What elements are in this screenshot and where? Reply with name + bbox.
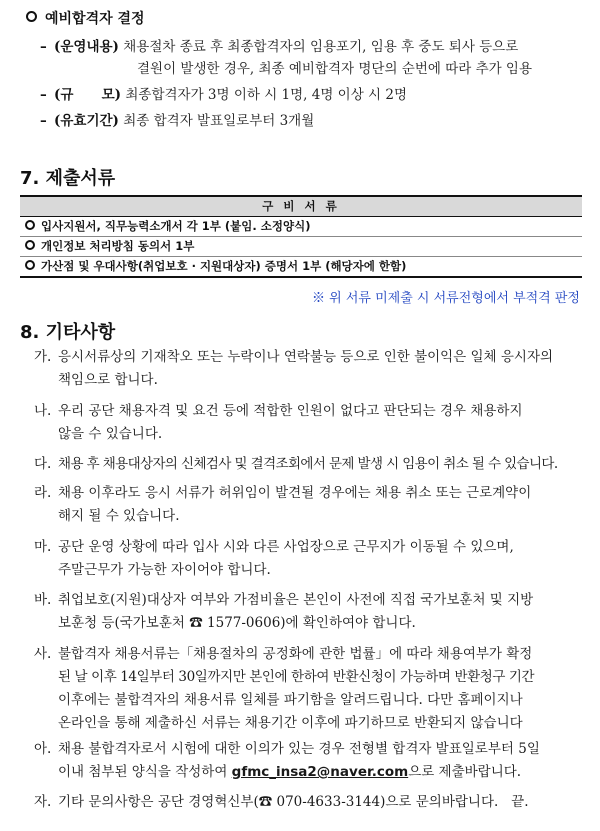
- item-marker: 사.: [34, 646, 52, 662]
- item-line: 취업보호(지원)대상자 여부와 가점비율은 본인이 사전에 직접 국가보훈처 및 지방: [58, 592, 534, 608]
- row-label: (규 모): [54, 87, 122, 103]
- item-line: 불합격자 채용서류는「채용절차의 공정화에 관한 법률」에 따라 채용여부가 확정: [58, 646, 533, 662]
- list-item: [34, 536, 574, 582]
- circle-bullet-icon: [25, 260, 35, 270]
- list-item: [34, 643, 574, 735]
- email-link[interactable]: gfmc_insa2@naver.com: [231, 764, 409, 780]
- dash-bullet: –: [40, 39, 47, 55]
- reserve-row-scale: [40, 84, 407, 106]
- table-row: [20, 217, 582, 237]
- list-item: [34, 738, 574, 784]
- item-line: 책임으로 합니다.: [58, 372, 158, 388]
- item-line: 공단 운영 상황에 따라 입사 시와 다른 사업장으로 근무지가 이동될 수 있으며,: [58, 539, 514, 555]
- item-line: 채용 불합격자로서 시험에 대한 이의가 있는 경우 전형별 합격자 발표일로부터 5일: [58, 741, 540, 757]
- reserve-title: [26, 8, 145, 28]
- item-line: 우리 공단 채용자격 및 요건 등에 적합한 인원이 없다고 판단되는 경우 채용하지: [58, 403, 523, 419]
- item-line: 기타 문의사항은 공단 경영혁신부(☎ 070-4633-3144)으로 문의바랍니다. 끝.: [58, 794, 529, 810]
- item-marker: 다.: [34, 456, 52, 472]
- item-line: 이후에는 불합격자의 채용서류 일체를 파기함을 알려드립니다. 다만 홈페이지나: [58, 692, 523, 708]
- list-item: [34, 791, 574, 814]
- list-item: [34, 400, 574, 446]
- item-line: 채용 후 채용대상자의 신체검사 및 결격조회에서 문제 발생 시 임용이 취소 될 수 있습니다.: [58, 456, 558, 472]
- reserve-row-validity: [40, 110, 314, 132]
- item-line: 해지 될 수 있습니다.: [58, 508, 180, 524]
- dash-bullet: –: [40, 87, 47, 103]
- item-line: 않을 수 있습니다.: [58, 426, 163, 442]
- required-docs-table: [20, 195, 582, 278]
- item-marker: 마.: [34, 539, 52, 555]
- item-line: 응시서류상의 기재착오 또는 누락이나 연락불능 등으로 인한 불이익은 일체 응시자의: [58, 349, 554, 365]
- circle-bullet-icon: [25, 240, 35, 250]
- row-text: 입사지원서, 직무능력소개서 각 1부 (붙임. 소정양식): [41, 219, 311, 233]
- dash-bullet: –: [40, 113, 47, 129]
- item-line: [58, 761, 574, 784]
- item-marker: 아.: [34, 741, 52, 757]
- section7-title: 7. 제출서류: [20, 168, 116, 189]
- row-text: 가산점 및 우대사항(취업보호 · 지원대상자) 증명서 1부 (해당자에 한함): [41, 259, 407, 273]
- table-row: [20, 237, 582, 257]
- item-line: 주말근무가 가능한 자이어야 합니다.: [58, 562, 271, 578]
- item-marker: 나.: [34, 403, 52, 419]
- list-item: [34, 453, 574, 476]
- row-text: 최종합격자가 3명 이하 시 1명, 4명 이상 시 2명: [125, 87, 407, 103]
- reserve-row-operation: [40, 36, 518, 58]
- item-line: 보훈청 등(국가보훈처 ☎ 1577-0606)에 확인하여야 합니다.: [58, 615, 416, 631]
- table-row: [20, 257, 582, 278]
- item-line: 채용 이후라도 응시 서류가 허위임이 발견될 경우에는 채용 취소 또는 근로계약이: [58, 485, 532, 501]
- row-label: (유효기간): [54, 113, 119, 129]
- reserve-title-text: 예비합격자 결정: [45, 11, 145, 27]
- list-item: [34, 482, 574, 528]
- item-line: 온라인을 통해 제출하신 서류는 채용기간 이후에 파기하므로 반환되지 않습니다: [58, 715, 523, 731]
- table-header: 구 비 서 류: [20, 195, 582, 217]
- item-text: 이내 첨부된 양식을 작성하여: [58, 764, 232, 780]
- section8-title: 8. 기타사항: [20, 322, 116, 343]
- circle-bullet-icon: [25, 220, 35, 230]
- row-text: 개인정보 처리방침 동의서 1부: [41, 239, 195, 253]
- item-marker: 라.: [34, 485, 52, 501]
- reserve-row-operation-cont: 결원이 발생한 경우, 최종 예비합격자 명단의 순번에 따라 추가 임용: [137, 61, 533, 77]
- item-line: 된 날 이후 14일부터 30일까지만 본인에 한하여 반환신청이 가능하며 반환청구 기간: [58, 669, 535, 685]
- row-text: 최종 합격자 발표일로부터 3개월: [123, 113, 315, 129]
- circle-bullet-icon: [26, 11, 37, 22]
- list-item: [34, 346, 574, 392]
- item-marker: 바.: [34, 592, 52, 608]
- item-marker: 자.: [34, 794, 52, 810]
- item-marker: 가.: [34, 349, 52, 365]
- required-docs-note: ※ 위 서류 미제출 시 서류전형에서 부적격 판정: [312, 291, 580, 306]
- list-item: [34, 589, 574, 635]
- item-text: 으로 제출바랍니다.: [408, 764, 522, 780]
- row-text: 채용절차 종료 후 최종합격자의 임용포기, 임용 후 중도 퇴사 등으로: [123, 39, 519, 55]
- row-label: (운영내용): [54, 39, 119, 55]
